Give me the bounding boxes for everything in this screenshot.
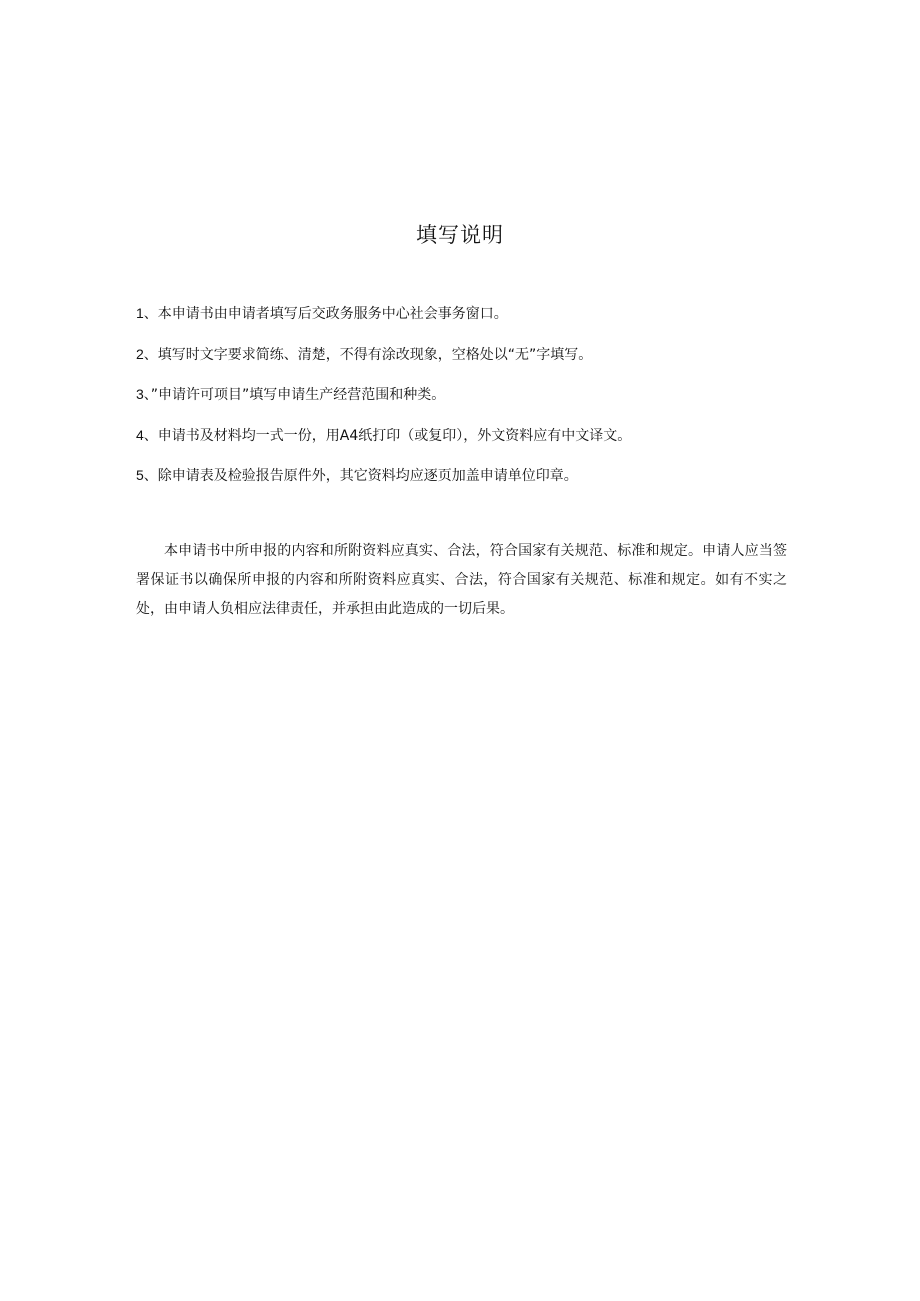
instruction-text: 、申请书及材料均一式一份，用A4纸打印（或复印），外文资料应有中文译文。 <box>143 427 632 444</box>
instruction-item <box>136 382 796 423</box>
page-title: 填写说明 <box>416 223 504 247</box>
instruction-item <box>136 342 796 383</box>
instruction-number: 5 <box>136 467 144 483</box>
instruction-number: 3 <box>136 386 144 402</box>
instruction-text: 、除申请表及检验报告原件外，其它资料均应逐页加盖申请单位印章。 <box>143 468 578 484</box>
instruction-number: 2 <box>136 345 144 362</box>
instruction-text: 、填写时文字要求简练、清楚，不得有涂改现象，空格处以“无”字填写。 <box>143 346 593 363</box>
instruction-text: 、本申请书由申请者填写后交政务服务中心社会事务窗口。 <box>143 306 508 322</box>
instruction-item <box>136 301 796 342</box>
declaration-paragraph: 本申请书中所申报的内容和所附资料应真实、合法，符合国家有关规范、标准和规定。申请人应当签署保证书以确保所申报的内容和所附资料应真实、合法，符合国家有关规范、标准和规定。如有不实之处，由申请人负相应法律责任，并承担由此造成的一切后果。 <box>136 543 787 617</box>
instruction-number: 1 <box>136 305 144 321</box>
instruction-list <box>136 301 796 504</box>
instruction-number: 4 <box>136 426 144 443</box>
instruction-item <box>136 463 796 504</box>
instruction-item <box>136 423 796 464</box>
instruction-text: 、”申请许可项目”填写申请生产经营范围和种类。 <box>143 387 446 403</box>
